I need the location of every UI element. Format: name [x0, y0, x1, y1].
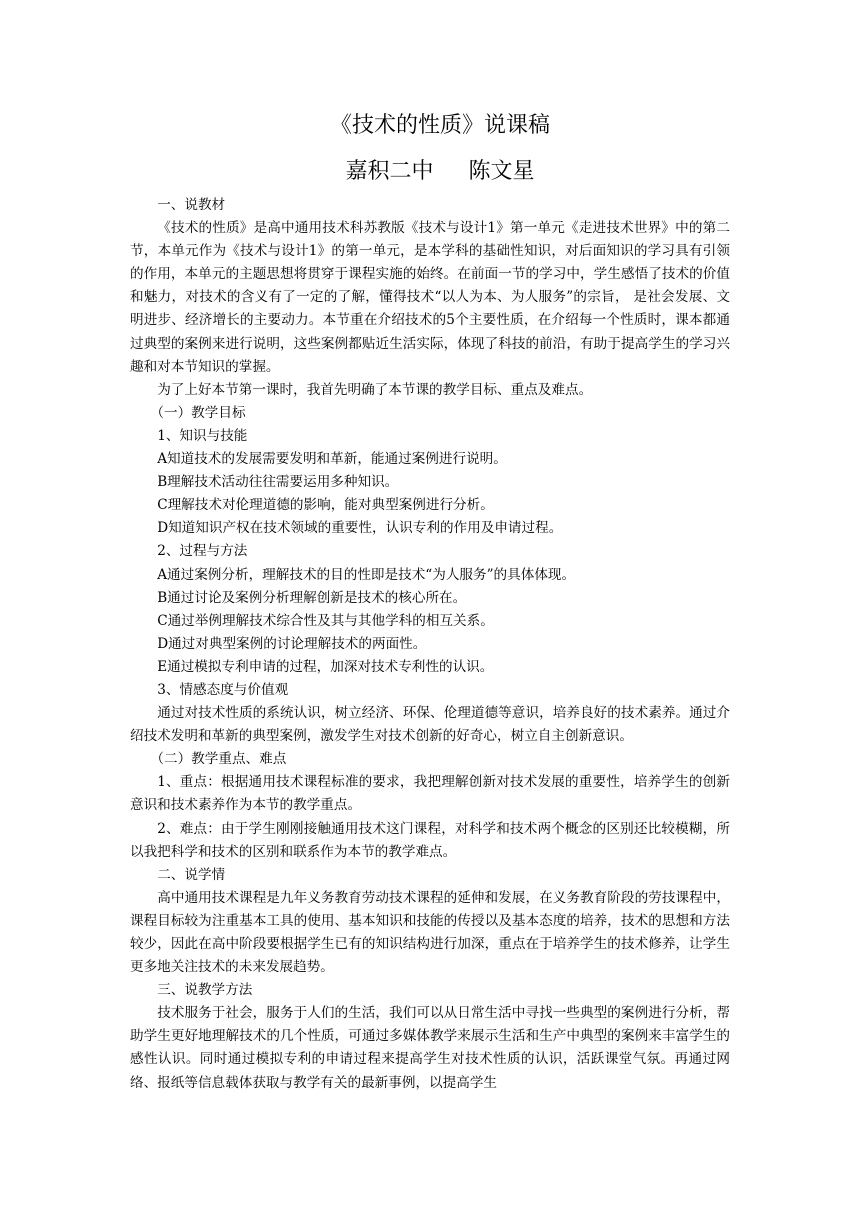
paragraph: 高中通用技术课程是九年义务教育劳动技术课程的延伸和发展，在义务教育阶段的劳技课程中，课程目标较为注重基本工具的使用、基本知识和技能的传授以及基本态度的培养，技术的思想和方法较少，因此在高中阶段要根据学生已有的知识结构进行加深，重点在于培养学生的技术修养，让学生更多地关注技术的未来发展趋势。	[130, 889, 730, 976]
document-body	[130, 194, 730, 1095]
paragraph: 二、说学情	[157, 866, 226, 883]
paragraph: 一、说教材	[157, 197, 226, 213]
paragraph: 1、知识与技能	[157, 427, 248, 444]
paragraph: 2、难点：由于学生刚刚接触通用技术这门课程，对科学和技术两个概念的区别还比较模糊，所以我把科学和技术的区别和联系作为本节的教学难点。	[130, 820, 730, 860]
paragraph: D通过对典型案例的讨论理解技术的两面性。	[157, 635, 427, 652]
paragraph: （一）教学目标	[150, 404, 246, 421]
paragraph: 1、重点：根据通用技术课程标准的要求，我把理解创新对技术发展的重要性，培养学生的创新意识和技术素养作为本节的教学重点。	[130, 774, 730, 814]
paragraph: 三、说教学方法	[157, 982, 253, 999]
document-page	[130, 110, 730, 1095]
paragraph: 通过对技术性质的系统认识，树立经济、环保、伦理道德等意识，培养良好的技术素养。通过介绍技术发明和革新的典型案例，激发学生对技术创新的好奇心，树立自主创新意识。	[130, 705, 730, 745]
paragraph: 2、过程与方法	[157, 543, 248, 560]
paragraph: D知道知识产权在技术领域的重要性，认识专利的作用及申请过程。	[157, 520, 563, 537]
paragraph: A通过案例分析，理解技术的目的性即是技术“为人服务”的具体体现。	[157, 566, 576, 583]
paragraph: E通过模拟专利申请的过程，加深对技术专利性的认识。	[157, 658, 494, 675]
paragraph: 3、情感态度与价值观	[157, 681, 289, 698]
paragraph: 技术服务于社会，服务于人们的生活，我们可以从日常生活中寻找一些典型的案例进行分析，帮助学生更好地理解技术的几个性质，可通过多媒体教学来展示生活和生产中典型的案例来丰富学生的感性认识。同时通过模拟专利的申请过程来提高学生对技术性质的认识，活跃课堂气氛。再通过网络、报纸等信息载体获取与教学有关的最新事例，以提高学生	[130, 1005, 730, 1091]
document-author-line: 嘉积二中 陈文星	[345, 159, 535, 184]
paragraph: 为了上好本节第一课时，我首先明确了本节课的教学目标、重点及难点。	[157, 381, 593, 398]
paragraph: C通过举例理解技术综合性及其与其他学科的相互关系。	[157, 612, 494, 629]
paragraph: A知道技术的发展需要发明和革新，能通过案例进行说明。	[157, 451, 507, 468]
paragraph: B通过讨论及案例分析理解创新是技术的核心所在。	[157, 589, 467, 606]
document-title: 《技术的性质》说课稿	[329, 113, 550, 138]
paragraph: C理解技术对伦理道德的影响，能对典型案例进行分析。	[157, 497, 494, 514]
paragraph: B理解技术活动往往需要运用多种知识。	[157, 474, 399, 491]
paragraph: （二）教学重点、难点	[150, 751, 287, 768]
paragraph: 《技术的性质》是高中通用技术科苏教版《技术与设计1》第一单元《走进技术世界》中的第二节，本单元作为《技术与设计1》的第一单元，是本学科的基础性知识，对后面知识的学习具有引领的作用，本单元的主题思想将贯穿于课程实施的始终。在前面一节的学习中，学生感悟了技术的价值和魅力，对技术的含义有了一定的了解，懂得技术“以人为本、为人服务”的宗旨， 是社会发展、文明进步、经济增长的主要动力。本节重在介绍技术的5个主要性质，在介绍每一个性质时，课本都通过典型的案例来进行说明，这些案例都贴近生活实际，体现了科技的前沿，有助于提高学生的学习兴趣和对本节知识的掌握。	[130, 220, 730, 375]
